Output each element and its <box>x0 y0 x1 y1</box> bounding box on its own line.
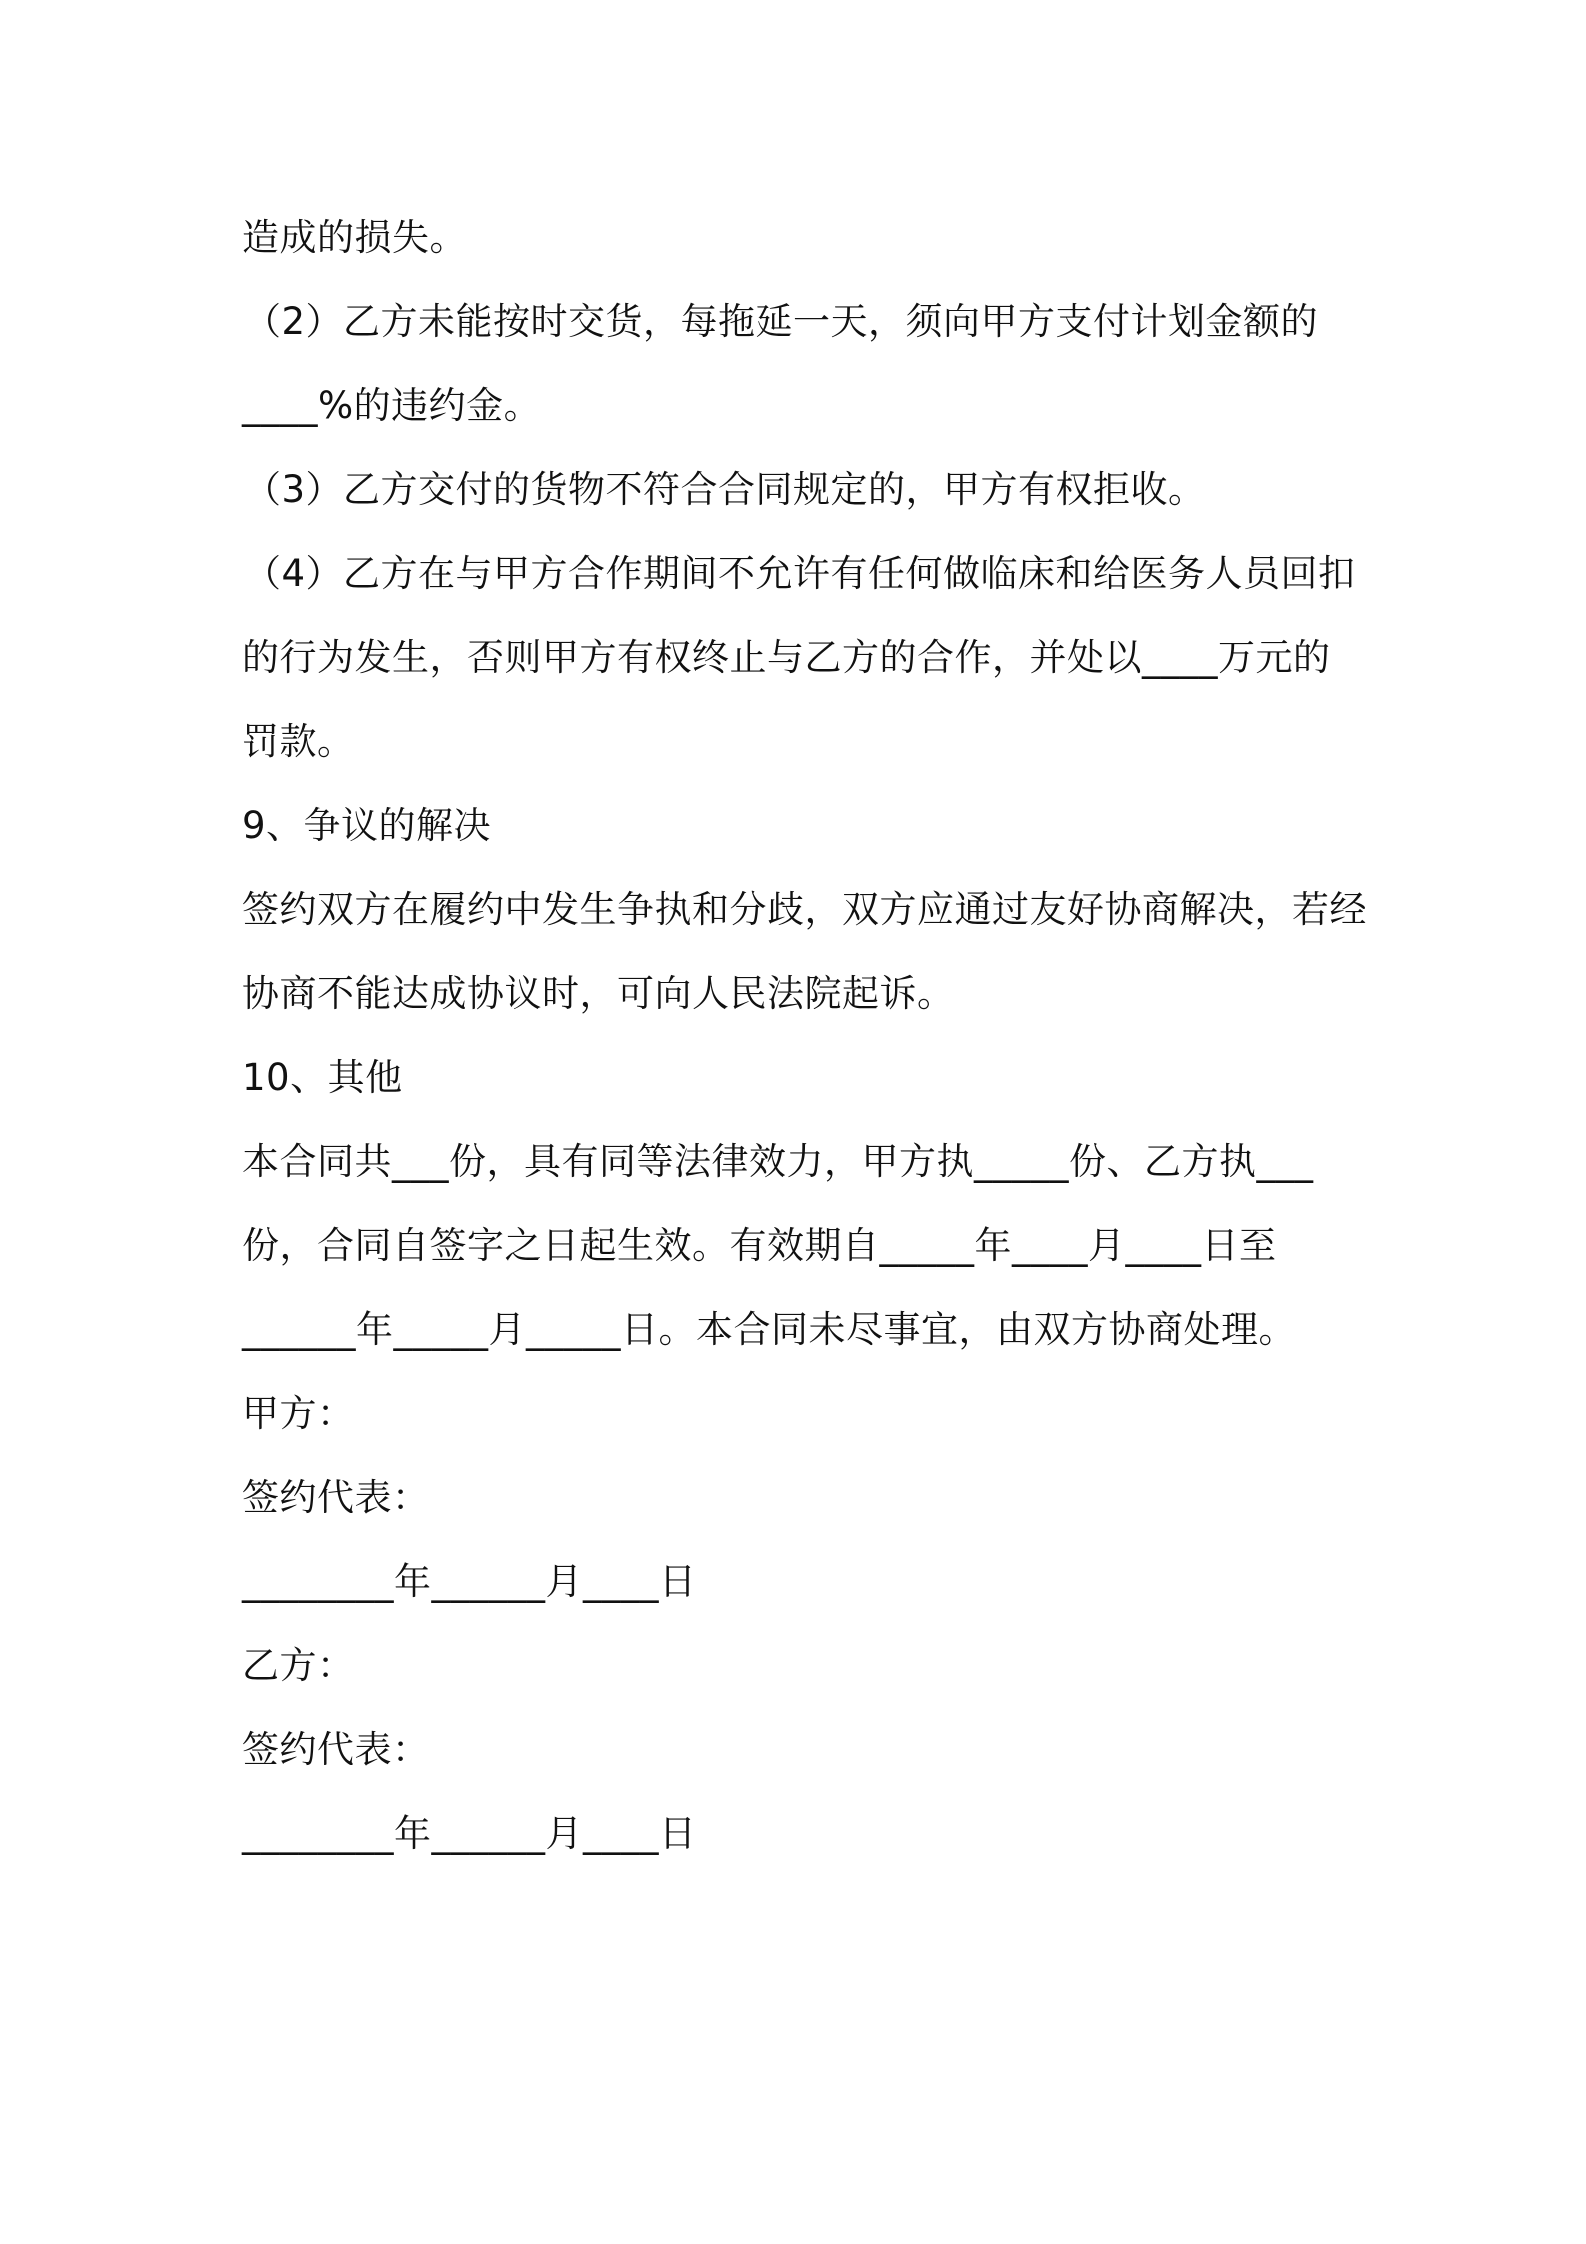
section-10-text-line-2: 份，合同自签字之日起生效。有效期自_____年____月____日至 <box>242 1224 1277 1267</box>
section-10-heading: 10、其他 <box>242 1056 403 1099</box>
party-a-representative-label: 签约代表： <box>242 1476 430 1519</box>
section-10-text-line-1: 本合同共___份，具有同等法律效力，甲方执_____份、乙方执___ <box>242 1140 1314 1183</box>
section-9-text-line-2: 协商不能达成协议时，可向人民法院起诉。 <box>242 972 955 1015</box>
party-b-representative-label: 签约代表： <box>242 1728 430 1771</box>
clause-8-4-line-2: 的行为发生，否则甲方有权终止与乙方的合作，并处以____万元的 <box>242 636 1331 679</box>
clause-8-4-line-1: （4）乙方在与甲方合作期间不允许有任何做临床和给医务人员回扣 <box>244 552 1356 595</box>
party-a-date-line: ________年______月____日 <box>242 1560 697 1603</box>
party-a-label: 甲方： <box>242 1392 355 1435</box>
document-body <box>242 196 1367 1876</box>
section-9-heading: 9、争议的解决 <box>242 804 492 847</box>
clause-8-4-line-3: 罚款。 <box>242 720 355 763</box>
clause-8-1-continuation: 造成的损失。 <box>242 216 467 259</box>
section-10-text-line-3: ______年_____月_____日。本合同未尽事宜，由双方协商处理。 <box>242 1308 1296 1351</box>
party-b-date-line: ________年______月____日 <box>242 1812 697 1855</box>
clause-8-3: （3）乙方交付的货物不符合合同规定的，甲方有权拒收。 <box>244 468 1206 511</box>
clause-8-2-line-2: ____%的违约金。 <box>242 384 542 427</box>
section-9-text-line-1: 签约双方在履约中发生争执和分歧，双方应通过友好协商解决，若经 <box>242 888 1367 931</box>
clause-8-2-line-1: （2）乙方未能按时交货，每拖延一天，须向甲方支付计划金额的 <box>244 300 1319 343</box>
party-b-label: 乙方： <box>242 1644 355 1687</box>
